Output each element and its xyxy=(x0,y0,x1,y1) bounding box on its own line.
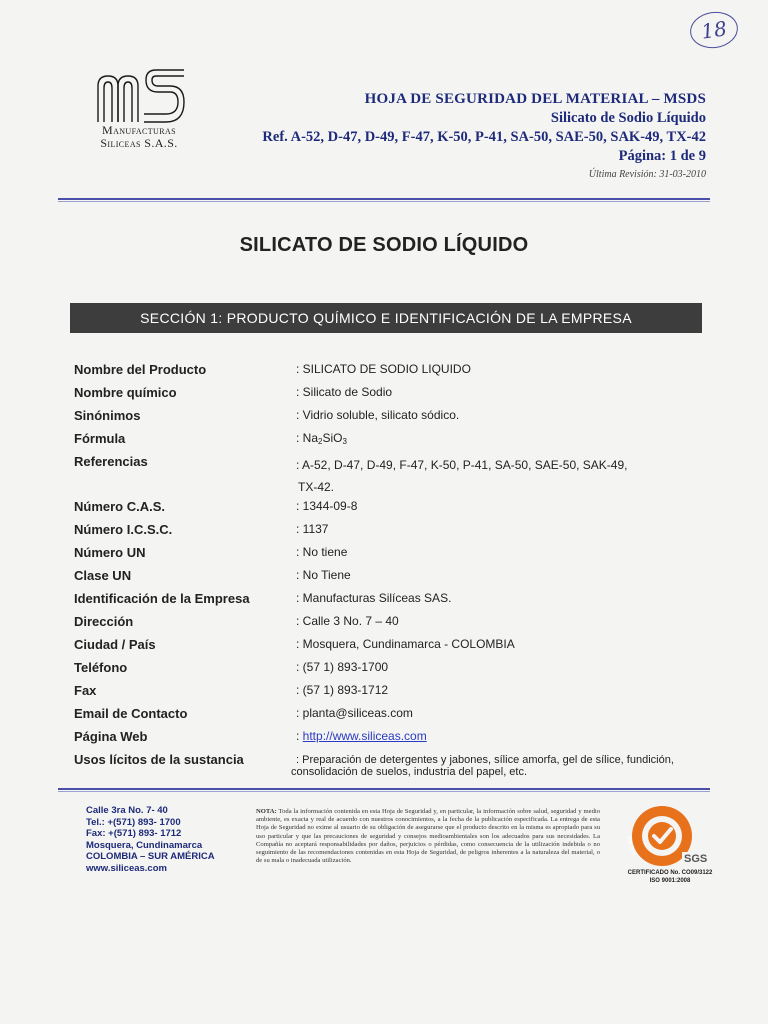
address-line: COLOMBIA – SUR AMÉRICA xyxy=(86,851,215,862)
field-label: Email de Contacto xyxy=(74,706,188,721)
field-row-product-name xyxy=(74,362,714,385)
field-row-city-country xyxy=(74,637,714,660)
field-value: : Silicato de Sodio xyxy=(296,385,393,399)
field-row-un-class xyxy=(74,568,714,591)
header-divider xyxy=(58,198,710,200)
formula-sub-2: 2 xyxy=(318,437,323,446)
company-name-line2: Siliceas S.A.S. xyxy=(100,136,178,150)
field-label: Número I.C.S.C. xyxy=(74,522,173,537)
field-row-un-number xyxy=(74,545,714,568)
field-row-cas xyxy=(74,499,714,522)
field-value: : SILICATO DE SODIO LIQUIDO xyxy=(296,362,471,376)
header-revision: Última Revisión: 31-03-2010 xyxy=(588,169,706,180)
field-row-formula xyxy=(74,431,714,454)
field-row-website xyxy=(74,729,714,752)
field-row-synonyms xyxy=(74,408,714,431)
field-label: Número UN xyxy=(74,545,146,560)
formula-na: : Na xyxy=(296,431,319,445)
field-value: : planta@siliceas.com xyxy=(296,706,413,720)
cert-number: CERTIFICADO No. CO09/3122 xyxy=(627,870,713,876)
field-label: Identificación de la Empresa xyxy=(74,591,250,606)
header-product: Silicato de Sodio Líquido xyxy=(550,110,706,126)
footer-address xyxy=(86,805,215,874)
field-value: : (57 1) 893-1712 xyxy=(296,683,389,697)
sgs-certification-seal-icon xyxy=(620,800,720,870)
company-name xyxy=(74,124,204,150)
field-label: Teléfono xyxy=(74,660,128,675)
field-value: : No Tiene xyxy=(296,568,351,582)
ms-logo-icon xyxy=(92,64,188,126)
field-row-fax xyxy=(74,683,714,706)
field-row-icsc xyxy=(74,522,714,545)
field-label: Nombre del Producto xyxy=(74,362,207,377)
field-label: Nombre químico xyxy=(74,385,177,400)
address-line: www.siliceas.com xyxy=(86,862,167,874)
field-label: Ciudad / País xyxy=(74,637,156,652)
field-value-formula xyxy=(296,431,714,454)
field-value: : Vidrio soluble, silicato sódico. xyxy=(296,408,460,422)
cert-standard: ISO 9001:2008 xyxy=(649,878,691,884)
field-row-company-id xyxy=(74,591,714,614)
field-value: : (57 1) 893-1700 xyxy=(296,660,389,674)
references-line1: : A-52, D-47, D-49, F-47, K-50, P-41, SA-50, SAE-50, SAK-49, xyxy=(296,458,628,472)
field-label: Fórmula xyxy=(74,431,126,446)
field-row-phone xyxy=(74,660,714,683)
document-header xyxy=(262,90,706,180)
field-row-chemical-name xyxy=(74,385,714,408)
field-value-references xyxy=(296,454,714,499)
field-label: Usos lícitos de la sustancia xyxy=(74,752,244,767)
formula-sio: SiO xyxy=(322,431,343,445)
sgs-certification xyxy=(620,800,720,890)
document-title: SILICATO DE SODIO LÍQUIDO xyxy=(239,234,529,256)
field-label: Fax xyxy=(74,683,97,698)
header-references: Ref. A-52, D-47, D-49, F-47, K-50, P-41, SA-50, SAE-50, SAK-49, TX-42 xyxy=(262,129,706,145)
address-line: Mosquera, Cundinamarca xyxy=(86,839,203,851)
field-label: Clase UN xyxy=(74,568,132,583)
field-label: Página Web xyxy=(74,729,148,744)
address-line: Fax: +(571) 893- 1712 xyxy=(86,828,182,839)
field-value: : Mosquera, Cundinamarca - COLOMBIA xyxy=(296,637,515,651)
field-value: : Manufacturas Silíceas SAS. xyxy=(296,591,452,605)
field-value: : 1344-09-8 xyxy=(296,499,358,513)
sgs-brand: SGS xyxy=(684,853,708,865)
uses-line1: : Preparación de detergentes y jabones, sílice amorfa, gel de sílice, fundición, xyxy=(296,754,674,766)
doc-type: HOJA DE SEGURIDAD DEL MATERIAL – MSDS xyxy=(364,91,706,107)
field-label: Dirección xyxy=(74,614,134,629)
field-value: : 1137 xyxy=(296,522,329,536)
field-value-uses xyxy=(291,752,714,786)
field-label: Número C.A.S. xyxy=(74,499,166,514)
field-label: Sinónimos xyxy=(74,408,141,423)
handwritten-page-number: 18 xyxy=(688,9,741,51)
field-row-address xyxy=(74,614,714,637)
note-label: NOTA: xyxy=(256,808,277,815)
field-row-uses xyxy=(74,752,714,786)
field-value-website xyxy=(296,729,714,752)
field-row-email xyxy=(74,706,714,729)
footer-divider-thin xyxy=(58,791,710,792)
cert-ring-text: ISO 900 xyxy=(627,836,638,856)
section-1-header: SECCIÓN 1: PRODUCTO QUÍMICO E IDENTIFICACIÓN DE LA EMPRESA xyxy=(70,303,702,333)
note-text: Toda la información contenida en esta Hoja de Seguridad y, en particular, la información sobre salud, seguridad y medio ambiente, es exacta y real de acuerdo con nuestros conocimientos, a la fecha de la publicación especificada. La entrega de esta Hoja de Seguridad no exime al usuario de su obligación de asegurarse que el producto descrito en la misma es apropiado para su uso particular y que las precauciones de seguridad y consejos medioambientales son los adecuados para sus necesidades. La Compañía no aceptará responsabilidades por daños, perjuicios o pérdidas, como consecuencia de la utilización indebida o no seguimiento de las recomendaciones contenidas en esta Hoja de Seguridad, de peligros inherentes a la naturaleza del material, o de su mala o inadecuada utilización. xyxy=(256,808,600,865)
footer-disclaimer xyxy=(256,808,600,865)
header-page: Página: 1 de 9 xyxy=(618,148,706,164)
header-divider-thin xyxy=(58,201,710,202)
product-identification-fields xyxy=(74,362,714,786)
field-label: Referencias xyxy=(74,454,148,469)
footer-divider xyxy=(58,788,710,790)
uses-line2: consolidación de suelos, industria del papel, etc. xyxy=(291,766,528,778)
field-value: : Calle 3 No. 7 – 40 xyxy=(296,614,399,628)
address-line: Tel.: +(571) 893- 1700 xyxy=(86,816,181,828)
website-prefix: : xyxy=(296,729,303,743)
field-row-references xyxy=(74,454,714,499)
website-link[interactable]: http://www.siliceas.com xyxy=(302,729,427,743)
address-line: Calle 3ra No. 7- 40 xyxy=(86,805,168,816)
formula-sub-3: 3 xyxy=(342,437,347,446)
field-value: : No tiene xyxy=(296,545,348,559)
references-line2: TX-42. xyxy=(298,480,335,494)
company-name-line1: Manufacturas xyxy=(102,123,176,137)
